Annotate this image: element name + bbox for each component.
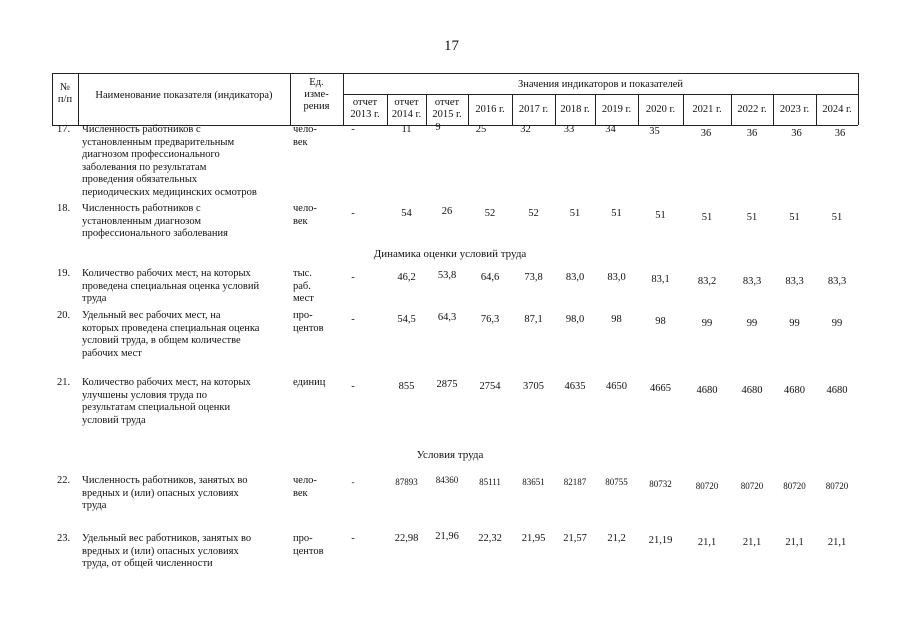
row-value: 83,3 <box>742 276 762 287</box>
row-value: 4680 <box>784 385 805 396</box>
row-unit: чело- век <box>293 203 317 227</box>
row-value: 21,96 <box>435 531 459 542</box>
row-name: Численность работников, занятых во вредных и (или) опасных условиях труда <box>82 475 248 511</box>
row-value: 51 <box>701 212 713 223</box>
row-number: 22. <box>57 475 71 486</box>
row-value: 80755 <box>605 477 628 487</box>
row-value: 80720 <box>695 481 719 491</box>
row-number: 18. <box>57 203 71 214</box>
row-value: 85111 <box>479 477 501 487</box>
row-value: 36 <box>834 128 846 139</box>
row-value: 53,8 <box>437 270 457 281</box>
row-value: 51 <box>746 212 758 223</box>
row-value: 2754 <box>479 381 501 392</box>
row-value: - <box>351 272 355 283</box>
row-value: 51 <box>611 208 622 219</box>
header-year: 2021 г. <box>692 104 722 115</box>
row-value: 54 <box>401 208 412 219</box>
row-value: 22,32 <box>478 533 502 544</box>
row-value: 54,5 <box>397 314 416 325</box>
row-value: 99 <box>701 318 713 329</box>
row-value: 4635 <box>564 381 586 392</box>
row-value: 83,2 <box>697 276 717 287</box>
section-heading-dynamics: Динамика оценки условий труда <box>373 248 527 260</box>
row-number: 19. <box>57 268 71 279</box>
header-year: 2018 г. <box>560 104 590 115</box>
header-unit: Ед. изме- рения <box>303 77 330 112</box>
row-value: 51 <box>831 212 843 223</box>
row-value: 98 <box>655 316 666 327</box>
row-value: 83,3 <box>785 276 804 287</box>
row-value: 4680 <box>696 385 718 396</box>
row-unit: про- центов <box>293 310 324 334</box>
row-value: 82187 <box>563 477 587 487</box>
row-value: 36 <box>700 128 712 139</box>
row-value: 26 <box>441 206 453 217</box>
row-unit: про- центов <box>293 533 324 557</box>
row-value: 9 <box>435 122 441 133</box>
row-value: 76,3 <box>480 314 500 325</box>
section-heading-conditions: Условия труда <box>416 449 484 461</box>
header-year: 2023 г. <box>779 104 810 115</box>
row-value: 87,1 <box>524 314 543 325</box>
row-value: 83,3 <box>827 276 847 287</box>
row-value: 99 <box>789 318 800 329</box>
row-value: 32 <box>520 124 531 135</box>
row-number: 20. <box>57 310 71 321</box>
row-unit: единиц <box>293 377 326 388</box>
row-value: 52 <box>484 208 496 219</box>
row-name: Количество рабочих мест, на которых проведена специальная оценка условий труда <box>82 268 260 304</box>
row-value: 855 <box>398 381 415 392</box>
row-name: Численность работников с установленным диагнозом профессионального заболевания <box>82 203 228 239</box>
row-value: 21,1 <box>742 537 762 548</box>
row-value: 22,98 <box>394 533 419 544</box>
header-name: Наименование показателя (индикатора) <box>95 90 273 101</box>
row-value: 64,6 <box>480 272 500 283</box>
header-year: отчет 2014 г. <box>391 97 422 120</box>
row-value: 98 <box>611 314 622 325</box>
row-value: 4680 <box>741 385 763 396</box>
row-number: 17. <box>57 124 71 135</box>
header-year: 2024 г. <box>822 104 852 115</box>
row-value: 98,0 <box>565 314 585 325</box>
row-value: 51 <box>569 208 581 219</box>
row-value: - <box>351 381 355 392</box>
row-value: 99 <box>831 318 843 329</box>
row-value: 21,19 <box>648 535 673 546</box>
row-value: 52 <box>528 208 539 219</box>
row-value: - <box>351 477 355 487</box>
row-name: Численность работников с установленным предварительным диагнозом профессионального заболевания по результатам проведения обязательных периодических медицинских осмотров <box>82 124 257 198</box>
row-value: - <box>351 314 355 325</box>
row-name: Количество рабочих мест, на которых улучшены условия труда по результатам специальной оценки условий труда <box>82 377 251 426</box>
row-value: 83,1 <box>651 274 670 285</box>
row-value: 99 <box>746 318 758 329</box>
row-value: 34 <box>605 124 616 135</box>
row-value: 33 <box>563 124 575 135</box>
row-value: 83651 <box>522 477 545 487</box>
header-col-line <box>858 73 859 125</box>
row-value: 21,1 <box>785 537 804 548</box>
row-value: 46,2 <box>397 272 416 283</box>
row-name: Удельный вес рабочих мест, на которых проведена специальная оценка условий труда, в общем количестве рабочих мест <box>82 310 260 359</box>
row-value: - <box>351 124 355 135</box>
row-value: 51 <box>655 210 666 221</box>
row-value: 36 <box>746 128 758 139</box>
header-year: 2016 г. <box>475 104 505 115</box>
row-number: 23. <box>57 533 71 544</box>
row-unit: тыс. раб. мест <box>293 268 314 304</box>
row-value: 64,3 <box>437 312 457 323</box>
row-unit: чело- век <box>293 124 317 148</box>
row-value: 87893 <box>395 477 418 487</box>
row-name: Удельный вес работников, занятых во вредных и (или) опасных условиях труда, от общей численности <box>82 533 252 569</box>
header-year: отчет 2013 г. <box>350 97 380 120</box>
row-value: 84360 <box>435 475 459 485</box>
row-value: 83,0 <box>565 272 585 283</box>
row-value: - <box>351 208 355 219</box>
row-value: 80732 <box>649 479 672 489</box>
row-value: 36 <box>791 128 802 139</box>
row-value: 21,95 <box>521 533 546 544</box>
row-value: 51 <box>789 212 800 223</box>
row-value: 80720 <box>740 481 764 491</box>
header-year: 2017 г. <box>518 104 549 115</box>
row-value: 35 <box>649 126 660 137</box>
header-group: Значения индикаторов и показателей <box>517 79 684 90</box>
row-value: 73,8 <box>524 272 543 283</box>
header-no: № п/п <box>57 82 73 105</box>
row-value: 21,57 <box>563 533 587 544</box>
row-value: 25 <box>475 124 487 135</box>
header-mid-line <box>343 94 858 95</box>
row-number: 21. <box>57 377 71 388</box>
row-value: 83,0 <box>607 272 626 283</box>
row-value: 80720 <box>825 481 849 491</box>
row-value: 21,2 <box>607 533 626 544</box>
row-value: 21,1 <box>697 537 717 548</box>
row-value: 80720 <box>783 481 806 491</box>
row-value: 4650 <box>606 381 627 392</box>
row-value: 21,1 <box>827 537 847 548</box>
row-value: 11 <box>401 124 412 135</box>
header-top-line <box>52 73 858 74</box>
row-value: 4680 <box>826 385 848 396</box>
page-number: 17 <box>444 38 459 54</box>
row-value: 2875 <box>436 379 458 390</box>
header-year: 2020 г. <box>645 104 676 115</box>
header-year: 2019 г. <box>601 104 632 115</box>
row-unit: чело- век <box>293 475 317 499</box>
row-value: 4665 <box>650 383 671 394</box>
header-year: отчет 2015 г. <box>432 97 462 120</box>
header-year: 2022 г. <box>737 104 767 115</box>
row-value: 3705 <box>523 381 544 392</box>
row-value: - <box>351 533 355 544</box>
